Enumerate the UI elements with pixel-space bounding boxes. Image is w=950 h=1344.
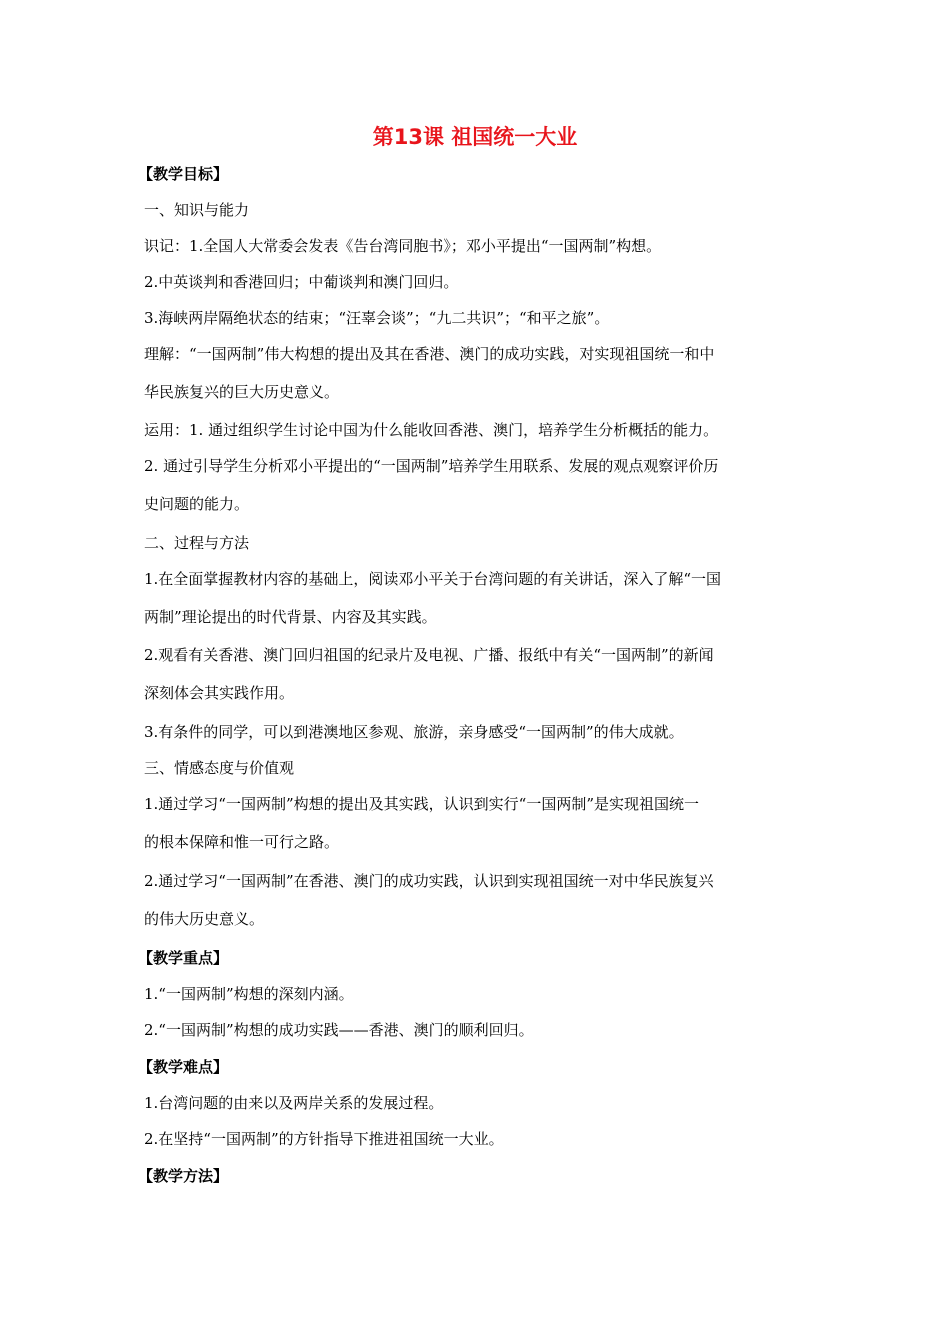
body-line: 运用：1. 通过组织学生讨论中国为什么能收回香港、澳门，培养学生分析概括的能力。 bbox=[144, 421, 719, 439]
section-heading-methods: 【教学方法】 bbox=[138, 1167, 229, 1185]
section-heading-objectives: 【教学目标】 bbox=[138, 165, 229, 183]
body-line: 1.通过学习“一国两制”构想的提出及其实践，认识到实行“一国两制”是实现祖国统一 bbox=[144, 795, 699, 813]
section-heading-key-points: 【教学重点】 bbox=[138, 949, 229, 967]
body-line: 华民族复兴的巨大历史意义。 bbox=[144, 383, 340, 401]
body-line: 的根本保障和惟一可行之路。 bbox=[144, 833, 340, 851]
body-line: 1.“一国两制”构想的深刻内涵。 bbox=[144, 985, 354, 1003]
body-line: 3.有条件的同学，可以到港澳地区参观、旅游，亲身感受“一国两制”的伟大成就。 bbox=[144, 723, 684, 741]
body-line: 2.中英谈判和香港回归；中葡谈判和澳门回归。 bbox=[144, 273, 459, 291]
body-line: 识记：1.全国人大常委会发表《告台湾同胞书》；邓小平提出“一国两制”构想。 bbox=[144, 237, 662, 255]
body-line: 史问题的能力。 bbox=[144, 495, 250, 513]
body-line: 3.海峡两岸隔绝状态的结束；“汪辜会谈”；“九二共识”；“和平之旅”。 bbox=[144, 309, 610, 327]
body-line: 1.在全面掌握教材内容的基础上，阅读邓小平关于台湾问题的有关讲话，深入了解“一国 bbox=[144, 570, 721, 588]
document-title: 第13课 祖国统一大业 bbox=[372, 125, 578, 149]
subheading-values: 三、情感态度与价值观 bbox=[144, 759, 295, 777]
body-line: 2.通过学习“一国两制”在香港、澳门的成功实践，认识到实现祖国统一对中华民族复兴 bbox=[144, 872, 714, 890]
body-line: 的伟大历史意义。 bbox=[144, 910, 265, 928]
section-heading-difficulties: 【教学难点】 bbox=[138, 1058, 229, 1076]
body-line: 2.观看有关香港、澳门回归祖国的纪录片及电视、广播、报纸中有关“一国两制”的新闻 bbox=[144, 646, 714, 664]
body-line: 2.在坚持“一国两制”的方针指导下推进祖国统一大业。 bbox=[144, 1130, 504, 1148]
subheading-knowledge: 一、知识与能力 bbox=[144, 201, 250, 219]
body-line: 理解：“一国两制”伟大构想的提出及其在香港、澳门的成功实践，对实现祖国统一和中 bbox=[144, 345, 715, 363]
body-line: 1.台湾问题的由来以及两岸关系的发展过程。 bbox=[144, 1094, 444, 1112]
subheading-process: 二、过程与方法 bbox=[144, 534, 250, 552]
body-line: 2. 通过引导学生分析邓小平提出的“一国两制”培养学生用联系、发展的观点观察评价历 bbox=[144, 457, 719, 475]
body-line: 2.“一国两制”构想的成功实践——香港、澳门的顺利回归。 bbox=[144, 1021, 534, 1039]
body-line: 两制”理论提出的时代背景、内容及其实践。 bbox=[144, 608, 437, 626]
body-line: 深刻体会其实践作用。 bbox=[144, 684, 295, 702]
